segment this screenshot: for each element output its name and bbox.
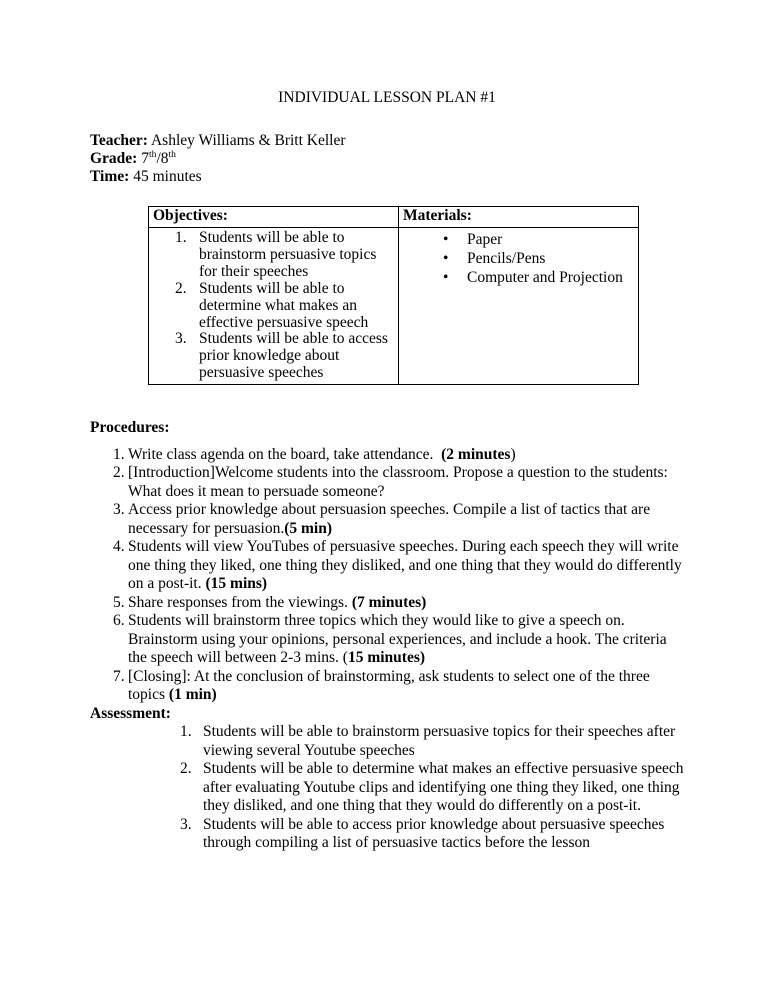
procedure-item <box>90 464 684 501</box>
number-marker: 1. <box>180 723 192 741</box>
procedure-item <box>90 594 684 613</box>
text-segment: Share responses from the viewings. <box>128 593 352 611</box>
objective-item <box>153 281 394 332</box>
text-segment: th <box>148 148 157 160</box>
list-item-text <box>128 501 684 538</box>
grade-value <box>137 150 176 167</box>
text-segment: /8 <box>156 149 169 167</box>
text-segment: th <box>168 148 176 160</box>
info-block <box>90 132 684 186</box>
text-segment: Students will view YouTubes of persuasive speeches. During each speech they will write one thing they liked, one thing they disliked, and one thing that they would do differently on a post-it. <box>128 538 686 593</box>
list-item-text <box>128 446 684 465</box>
objectives-list <box>153 230 394 382</box>
materials-list <box>403 230 634 288</box>
list-item-text <box>203 723 684 760</box>
text-segment: Paper <box>467 231 503 248</box>
text-segment: 7 <box>137 149 149 167</box>
number-marker: 2. <box>180 760 192 778</box>
text-segment: Write class agenda on the board, take attendance. <box>128 445 442 463</box>
assessment-list <box>90 723 688 853</box>
assessment-item <box>90 816 684 853</box>
number-marker: 5. <box>113 593 125 611</box>
assessment-item <box>90 723 684 760</box>
procedure-item <box>90 501 684 538</box>
procedure-item <box>90 612 684 668</box>
list-item-text <box>467 230 634 249</box>
text-segment: [Introduction]Welcome students into the classroom. Propose a question to the students: What does it mean to persuade someone? <box>128 464 672 500</box>
table-header-row <box>149 206 639 228</box>
text-segment: Students will be able to access prior knowledge about persuasive speeches through compiling a list of persuasive tactics before the lesson <box>203 815 669 852</box>
list-item-text <box>128 668 684 705</box>
objectives-cell <box>149 228 399 385</box>
number-marker: 6. <box>113 612 125 630</box>
time-annotation: (15 mins) <box>205 575 268 593</box>
text-segment: ) <box>510 445 516 463</box>
text-segment: Students will brainstorm three topics which they would like to give a speech on. Brainstorm using your opinions, personal experiences, and include a hook. The criteria the speech will between 2-3 mins. ( <box>128 612 671 667</box>
objective-item <box>153 230 394 281</box>
number-marker: 4. <box>113 538 125 556</box>
material-item <box>403 268 634 287</box>
bullet-marker: • <box>443 231 449 248</box>
text-segment: Students will be able to determine what makes an effective persuasive speech after evaluating Youtube clips and identifying one thing they liked, one thing they disliked, and one thing that they would do differently on a post-it. <box>203 760 688 815</box>
material-item <box>403 230 634 249</box>
procedure-item <box>90 668 684 705</box>
list-item-text <box>128 594 684 613</box>
bullet-marker: • <box>443 250 449 268</box>
teacher-line <box>90 132 684 150</box>
bullet-marker: • <box>443 269 449 287</box>
list-item-text <box>467 249 634 268</box>
teacher-label: Teacher: <box>90 131 148 149</box>
list-item-text <box>199 281 394 332</box>
list-item-text <box>199 230 394 281</box>
time-annotation: 15 minutes) <box>347 649 426 667</box>
number-marker: 3. <box>113 501 125 519</box>
procedure-item <box>90 538 684 594</box>
text-segment: Students will be able to brainstorm persuasive topics for their speeches after viewing several Youtube speeches <box>203 723 680 759</box>
table-body-row <box>149 228 639 385</box>
number-marker: 3. <box>175 330 187 348</box>
text-segment: Computer and Projection <box>467 269 623 287</box>
objectives-header-cell: Objectives: <box>149 206 399 228</box>
number-marker: 7. <box>113 667 125 685</box>
teacher-value: Ashley Williams & Britt Keller <box>147 131 346 149</box>
time-annotation: (5 min) <box>284 519 333 537</box>
assessment-item <box>90 760 688 816</box>
time-line <box>90 168 684 186</box>
number-marker: 1. <box>175 229 187 246</box>
number-marker: 2. <box>113 464 125 482</box>
objectives-materials-table <box>148 206 639 386</box>
procedures-list <box>90 446 684 705</box>
time-value: 45 minutes <box>129 167 202 185</box>
text-segment: Access prior knowledge about persuasion speeches. Compile a list of tactics that are necessary for persuasion. <box>128 501 654 537</box>
document-title: INDIVIDUAL LESSON PLAN #1 <box>278 89 496 106</box>
list-item-text <box>203 760 688 816</box>
number-marker: 1. <box>113 445 125 463</box>
text-segment: Students will be able to determine what makes an effective persuasive speech <box>199 279 369 331</box>
list-item-text <box>128 612 684 668</box>
number-marker: 3. <box>180 815 192 833</box>
procedures-heading: Procedures: <box>90 419 170 437</box>
list-item-text <box>199 331 394 382</box>
text-segment: Students will be able to access prior knowledge about persuasive speeches <box>199 330 392 382</box>
list-item-text <box>467 268 634 287</box>
number-marker: 2. <box>175 279 187 297</box>
time-label: Time: <box>90 167 130 185</box>
material-item <box>403 249 634 268</box>
assessment-heading: Assessment: <box>90 704 171 722</box>
text-segment: Students will be able to brainstorm persuasive topics for their speeches <box>199 229 381 280</box>
grade-line <box>90 150 684 168</box>
materials-cell <box>399 228 639 385</box>
list-item-text <box>203 816 684 853</box>
objective-item <box>153 331 394 382</box>
time-annotation: (7 minutes) <box>351 593 427 611</box>
list-item-text <box>128 538 684 594</box>
materials-header-cell: Materials: <box>399 206 639 228</box>
list-item-text <box>128 464 684 501</box>
procedure-item <box>90 446 684 465</box>
text-segment: Pencils/Pens <box>467 250 546 268</box>
time-annotation: (2 minutes <box>441 445 511 463</box>
grade-label: Grade: <box>90 149 138 167</box>
text-segment: [Closing]: At the conclusion of brainstorming, ask students to select one of the three topics <box>128 667 654 704</box>
time-annotation: (1 min) <box>168 686 217 704</box>
